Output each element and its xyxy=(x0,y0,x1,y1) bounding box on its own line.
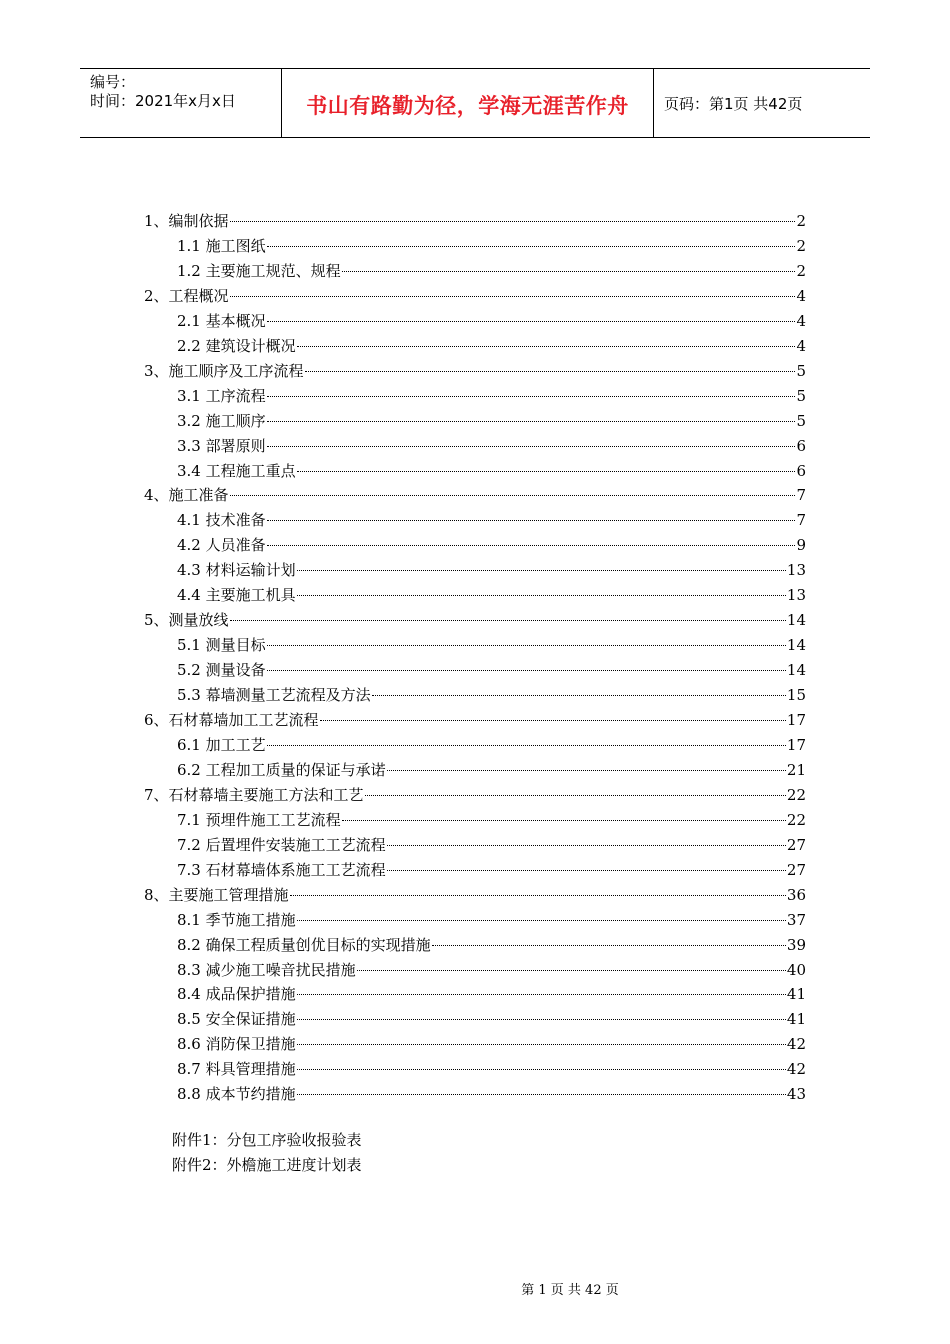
time-label: 时间：2021年x月x日 xyxy=(90,92,236,110)
toc-dot-leader xyxy=(267,246,796,247)
toc-entry[interactable] xyxy=(177,459,806,484)
toc-entry-title: 8.8 成本节约措施 xyxy=(177,1085,296,1104)
toc-entry-title: 2、工程概况 xyxy=(144,286,229,305)
toc-entry-page: 7 xyxy=(796,511,806,530)
toc-entry[interactable] xyxy=(144,359,806,384)
toc-dot-leader xyxy=(267,520,796,521)
toc-entry-page: 2 xyxy=(796,261,806,280)
toc-entry[interactable] xyxy=(144,483,806,508)
toc-entry-title: 6.2 工程加工质量的保证与承诺 xyxy=(177,760,386,779)
toc-entry-title: 7.2 后置埋件安装施工工艺流程 xyxy=(177,835,386,854)
toc-entry-page: 22 xyxy=(786,810,806,829)
toc-dot-leader xyxy=(230,296,796,297)
toc-entry-title: 3.2 施工顺序 xyxy=(177,411,266,430)
toc-entry[interactable] xyxy=(144,284,806,309)
toc-entry[interactable] xyxy=(177,683,806,708)
toc-dot-leader xyxy=(387,845,786,846)
toc-entry[interactable] xyxy=(177,583,806,608)
toc-entry[interactable] xyxy=(177,858,806,883)
toc-entry-page: 43 xyxy=(786,1085,806,1104)
toc-entry-page: 6 xyxy=(796,436,806,455)
toc-dot-leader xyxy=(320,720,786,721)
toc-dot-leader xyxy=(267,670,786,671)
toc-entry-page: 7 xyxy=(796,486,806,505)
toc-entry-title: 4、施工准备 xyxy=(144,486,229,505)
toc-entry[interactable] xyxy=(144,209,806,234)
page-header xyxy=(80,68,870,138)
toc-entry-page: 9 xyxy=(796,536,806,555)
toc-dot-leader xyxy=(267,321,796,322)
toc-entry-page: 42 xyxy=(786,1060,806,1079)
toc-entry-title: 8.7 料具管理措施 xyxy=(177,1060,296,1079)
toc-entry-title: 1.1 施工图纸 xyxy=(177,236,266,255)
toc-entry-title: 8.6 消防保卫措施 xyxy=(177,1035,296,1054)
toc-entry-page: 14 xyxy=(786,661,806,680)
toc-entry[interactable] xyxy=(177,982,806,1007)
toc-dot-leader xyxy=(305,371,796,372)
toc-entry-title: 4.2 人员准备 xyxy=(177,536,266,555)
toc-dot-leader xyxy=(342,820,786,821)
toc-dot-leader xyxy=(297,1094,786,1095)
toc-dot-leader xyxy=(297,1019,786,1020)
toc-dot-leader xyxy=(230,495,796,496)
toc-dot-leader xyxy=(267,421,796,422)
toc-entry[interactable] xyxy=(177,434,806,459)
toc-entry-page: 17 xyxy=(786,711,806,729)
toc-entry-page: 21 xyxy=(786,760,806,779)
toc-entry-page: 2 xyxy=(796,212,806,230)
header-meta xyxy=(80,69,282,137)
toc-entry[interactable] xyxy=(177,384,806,409)
toc-entry[interactable] xyxy=(144,608,806,633)
toc-dot-leader xyxy=(372,695,786,696)
toc-dot-leader xyxy=(387,870,786,871)
toc-dot-leader xyxy=(365,795,786,796)
toc-entry-title: 5.2 测量设备 xyxy=(177,661,266,680)
toc-entry[interactable] xyxy=(177,409,806,434)
toc-entry[interactable] xyxy=(177,1057,806,1082)
toc-entry[interactable] xyxy=(144,783,806,808)
toc-entry[interactable] xyxy=(177,334,806,359)
toc-entry-title: 7.1 预埋件施工工艺流程 xyxy=(177,810,341,829)
toc-entry-title: 8.4 成品保护措施 xyxy=(177,985,296,1004)
toc-entry-title: 2.2 建筑设计概况 xyxy=(177,336,296,355)
toc-entry[interactable] xyxy=(177,758,806,783)
toc-entry-page: 13 xyxy=(786,561,806,580)
toc-entry[interactable] xyxy=(177,508,806,533)
toc-entry-title: 2.1 基本概况 xyxy=(177,311,266,330)
toc-entry[interactable] xyxy=(177,808,806,833)
toc-entry-page: 13 xyxy=(786,586,806,605)
toc-entry-title: 5.3 幕墙测量工艺流程及方法 xyxy=(177,686,371,705)
toc-entry-title: 7.3 石材幕墙体系施工工艺流程 xyxy=(177,860,386,879)
toc-entry-title: 3.3 部署原则 xyxy=(177,436,266,455)
toc-dot-leader xyxy=(297,994,786,995)
toc-entry-page: 36 xyxy=(786,885,806,904)
toc-entry[interactable] xyxy=(177,908,806,933)
toc-entry-page: 14 xyxy=(786,636,806,655)
toc-dot-leader xyxy=(297,346,796,347)
toc-dot-leader xyxy=(290,895,786,896)
toc-dot-leader xyxy=(267,446,796,447)
toc-dot-leader xyxy=(267,396,796,397)
toc-entry-title: 5.1 测量目标 xyxy=(177,636,266,655)
toc-entry-page: 2 xyxy=(796,236,806,255)
toc-entry-title: 6、石材幕墙加工工艺流程 xyxy=(144,711,319,729)
toc-dot-leader xyxy=(297,1069,786,1070)
toc-entry-title: 3、施工顺序及工序流程 xyxy=(144,361,304,380)
toc-entry[interactable] xyxy=(177,533,806,558)
toc-entry-page: 42 xyxy=(786,1035,806,1054)
toc-entry[interactable] xyxy=(177,1007,806,1032)
toc-dot-leader xyxy=(432,945,786,946)
toc-dot-leader xyxy=(387,770,786,771)
toc-entry[interactable] xyxy=(177,833,806,858)
toc-entry-page: 6 xyxy=(796,461,806,480)
toc-dot-leader xyxy=(297,1044,786,1045)
toc-entry[interactable] xyxy=(177,558,806,583)
toc-entry-title: 1、编制依据 xyxy=(144,212,229,230)
toc-entry-title: 5、测量放线 xyxy=(144,611,229,630)
toc-entry-page: 4 xyxy=(796,286,806,305)
toc-entry-page: 5 xyxy=(796,361,806,380)
toc-entry-title: 3.4 工程施工重点 xyxy=(177,461,296,480)
toc-entry-page: 27 xyxy=(786,860,806,879)
toc-entry[interactable] xyxy=(177,1032,806,1057)
toc-entry[interactable] xyxy=(177,234,806,259)
toc-entry[interactable] xyxy=(177,259,806,284)
toc-entry[interactable] xyxy=(177,933,806,958)
serial-label: 编号： xyxy=(90,73,136,91)
toc-entry[interactable] xyxy=(177,958,806,983)
toc-dot-leader xyxy=(342,271,796,272)
header-page-info: 页码：第1页 共42页 xyxy=(664,94,803,113)
toc-entry-page: 5 xyxy=(796,411,806,430)
toc-entry[interactable] xyxy=(144,883,806,908)
toc-entry[interactable] xyxy=(177,309,806,334)
toc-entry-page: 27 xyxy=(786,835,806,854)
page-footer: 第 1 页 共 42 页 xyxy=(521,1283,619,1298)
toc-entry-title: 4.4 主要施工机具 xyxy=(177,586,296,605)
toc-entry-title: 8.1 季节施工措施 xyxy=(177,910,296,929)
toc-dot-leader xyxy=(267,545,796,546)
toc-dot-leader xyxy=(267,745,786,746)
toc-entry-page: 41 xyxy=(786,1010,806,1029)
toc-entry[interactable] xyxy=(177,733,806,758)
toc-dot-leader xyxy=(297,570,786,571)
toc-entry[interactable] xyxy=(177,658,806,683)
toc-dot-leader xyxy=(357,970,786,971)
toc-entry-title: 7、石材幕墙主要施工方法和工艺 xyxy=(144,785,364,804)
toc-entry-title: 8、主要施工管理措施 xyxy=(144,885,289,904)
toc-dot-leader xyxy=(297,920,786,921)
toc-entry-page: 37 xyxy=(786,910,806,929)
toc-dot-leader xyxy=(230,620,786,621)
toc-entry-title: 4.3 材料运输计划 xyxy=(177,561,296,580)
toc-entry-page: 5 xyxy=(796,386,806,405)
toc-entry-page: 39 xyxy=(786,935,806,954)
toc-entry-title: 8.2 确保工程质量创优目标的实现措施 xyxy=(177,935,431,954)
toc-entry-title: 8.5 安全保证措施 xyxy=(177,1010,296,1029)
toc-entry-title: 1.2 主要施工规范、规程 xyxy=(177,261,341,280)
appendix-item: 附件2：外檐施工进度计划表 xyxy=(172,1156,362,1174)
toc-entry-title: 8.3 减少施工噪音扰民措施 xyxy=(177,960,356,979)
toc-dot-leader xyxy=(297,471,796,472)
toc-entry-title: 3.1 工序流程 xyxy=(177,386,266,405)
toc-dot-leader xyxy=(267,645,786,646)
header-motto: 书山有路勤为径，学海无涯苦作舟 xyxy=(282,69,654,137)
toc-entry-title: 6.1 加工工艺 xyxy=(177,735,266,754)
toc-dot-leader xyxy=(230,221,796,222)
toc-entry-page: 40 xyxy=(786,960,806,979)
toc-entry-page: 4 xyxy=(796,311,806,330)
toc-dot-leader xyxy=(297,595,786,596)
toc-entry-page: 17 xyxy=(786,735,806,754)
toc-entry-page: 22 xyxy=(786,785,806,804)
toc-entry[interactable] xyxy=(144,708,806,733)
toc-entry[interactable] xyxy=(177,633,806,658)
appendix-item: 附件1：分包工序验收报验表 xyxy=(172,1131,362,1149)
toc-entry[interactable] xyxy=(177,1082,806,1107)
toc-entry-page: 14 xyxy=(786,611,806,630)
toc-entry-page: 41 xyxy=(786,985,806,1004)
toc-entry-page: 15 xyxy=(786,686,806,705)
toc-entry-title: 4.1 技术准备 xyxy=(177,511,266,530)
toc-entry-page: 4 xyxy=(796,336,806,355)
